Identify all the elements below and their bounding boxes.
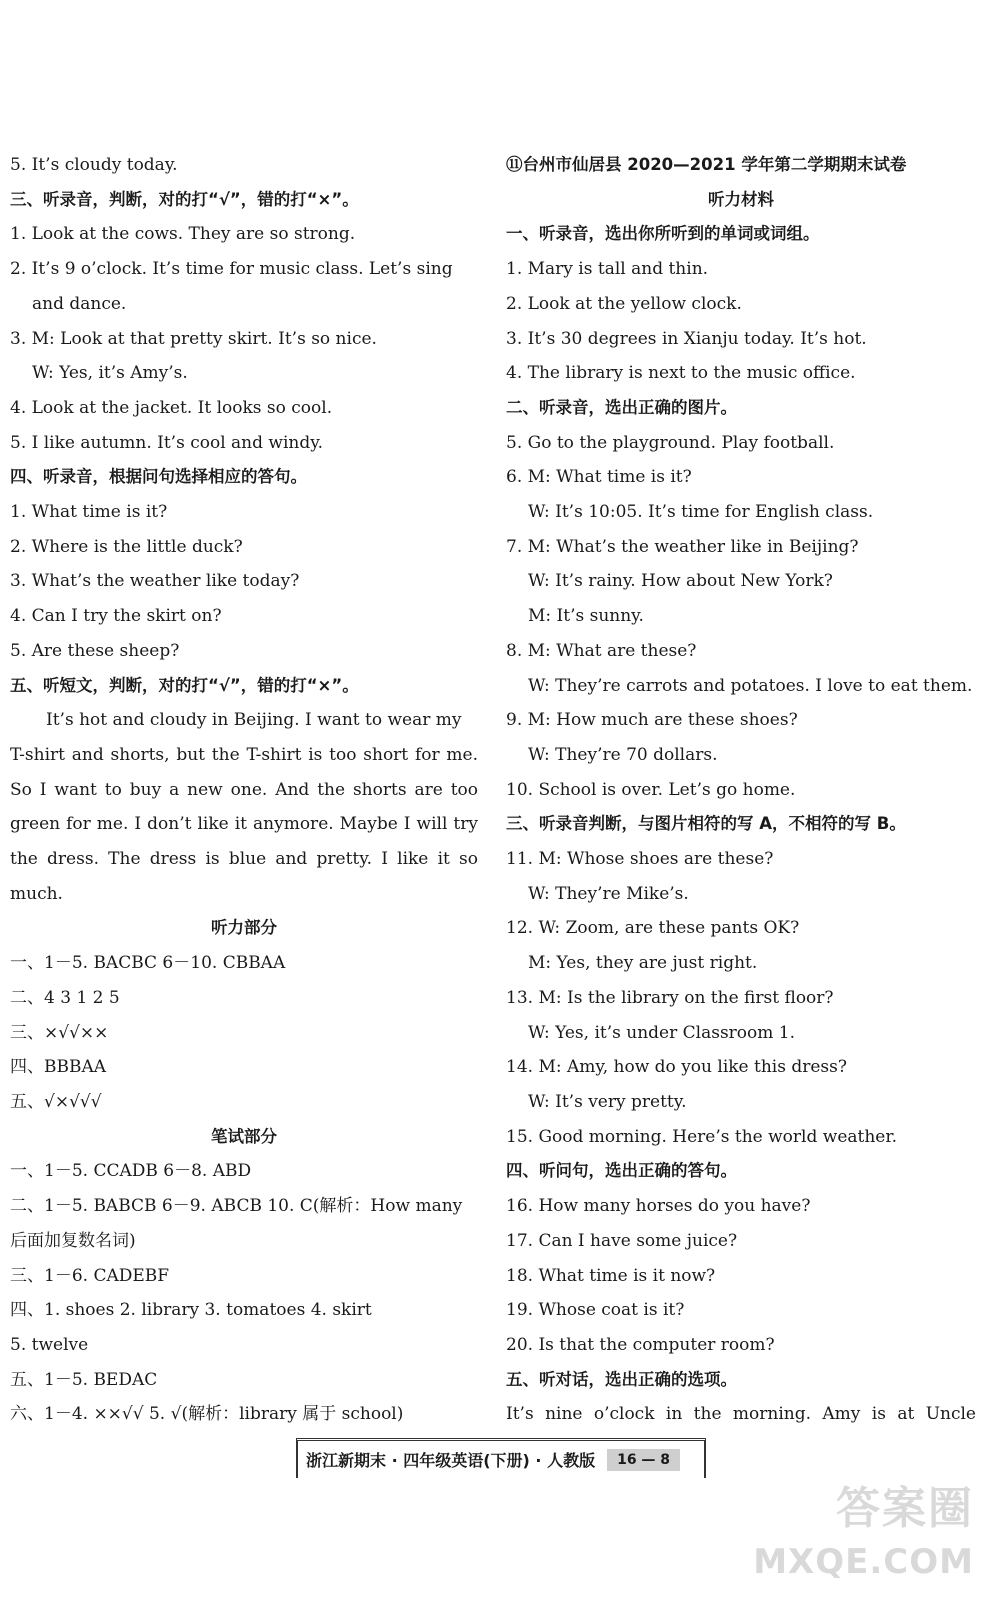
text-line: 12. W: Zoom, are these pants OK?: [506, 918, 800, 939]
text-line: W: Yes, it’s Amy’s.: [32, 363, 188, 384]
text-line: 3. M: Look at that pretty skirt. It’s so nice.: [10, 328, 377, 349]
text-line: 5. twelve: [10, 1334, 89, 1355]
text-line: 8. M: What are these?: [506, 640, 697, 661]
section-heading: ⑪台州市仙居县 2020—2021 学年第二学期期末试卷: [506, 155, 907, 174]
text-line: 5. Go to the playground. Play football.: [506, 432, 835, 453]
section-heading: 四、听录音，根据问句选择相应的答句。: [10, 467, 307, 487]
text-line: 5. Are these sheep?: [10, 640, 180, 661]
text-line: much.: [10, 883, 63, 904]
text-line: 3. It’s 30 degrees in Xianju today. It’s hot.: [506, 328, 867, 349]
text-line: 六、1－4. ××√√ 5. √(解析：library 属于 school): [10, 1404, 404, 1425]
text-line: 1. Mary is tall and thin.: [506, 259, 709, 280]
text-line: 11. M: Whose shoes are these?: [506, 849, 774, 870]
watermark-en: MXQE.COM: [753, 1542, 974, 1582]
watermark: [753, 1472, 974, 1582]
text-line: 四、BBBAA: [10, 1057, 107, 1078]
text-line: 5. I like autumn. It’s cool and windy.: [10, 432, 323, 453]
text-line: 16. How many horses do you have?: [506, 1196, 811, 1217]
text-line: M: Yes, they are just right.: [528, 953, 758, 974]
text-line: 2. Where is the little duck?: [10, 536, 243, 557]
footer-title: 浙江新期末 · 四年级英语(下册) · 人教版: [306, 1451, 596, 1470]
text-line: W: They’re 70 dollars.: [528, 744, 718, 765]
text-line: 一、1－5. CCADB 6－8. ABD: [10, 1161, 252, 1182]
text-line: W: It’s rainy. How about New York?: [528, 571, 833, 592]
text-line: 1. What time is it?: [10, 502, 168, 523]
right-column: [506, 148, 976, 1432]
text-line: W: It’s 10:05. It’s time for English class.: [528, 502, 874, 523]
text-line: W: It’s very pretty.: [528, 1091, 687, 1112]
text-line: 4. Look at the jacket. It looks so cool.: [10, 397, 333, 418]
section-heading: 五、听短文，判断，对的打“√”，错的打“×”。: [10, 675, 359, 695]
section-heading: 四、听问句，选出正确的答句。: [506, 1161, 737, 1181]
section-heading: 三、听录音，判断，对的打“√”，错的打“×”。: [10, 189, 359, 209]
text-line: It’s nine o’clock in the morning. Amy is at Uncle: [506, 1404, 976, 1425]
section-heading: 笔试部分: [211, 1126, 277, 1146]
section-heading: 三、听录音判断，与图片相符的写 A，不相符的写 B。: [506, 814, 906, 834]
text-line: 13. M: Is the library on the first floor?: [506, 987, 834, 1008]
text-line: 一、1－5. BACBC 6－10. CBBAA: [10, 953, 286, 974]
page-footer: [296, 1438, 706, 1478]
text-line: green for me. I don’t like it anymore. Maybe I will try: [10, 814, 478, 835]
text-line: 10. School is over. Let’s go home.: [506, 779, 796, 800]
text-line: 18. What time is it now?: [506, 1265, 716, 1286]
text-line: T-shirt and shorts, but the T-shirt is too short for me.: [10, 744, 478, 765]
text-line: M: It’s sunny.: [528, 606, 644, 627]
text-line: W: Yes, it’s under Classroom 1.: [528, 1022, 796, 1043]
text-line: W: They’re Mike’s.: [528, 883, 689, 904]
text-line: 14. M: Amy, how do you like this dress?: [506, 1057, 847, 1078]
text-line: So I want to buy a new one. And the shorts are too: [10, 779, 478, 800]
section-heading: 五、听对话，选出正确的选项。: [506, 1369, 737, 1389]
text-line: 4. The library is next to the music office.: [506, 363, 856, 384]
text-line: 2. Look at the yellow clock.: [506, 293, 742, 314]
text-line: 2. It’s 9 o’clock. It’s time for music class. Let’s sing: [10, 259, 453, 280]
section-heading: 听力部分: [211, 918, 277, 938]
page-number: 16 — 8: [607, 1449, 680, 1471]
text-line: W: They’re carrots and potatoes. I love to eat them.: [528, 675, 973, 696]
text-line: 五、1－5. BEDAC: [10, 1369, 158, 1390]
text-line: 9. M: How much are these shoes?: [506, 710, 798, 731]
text-line: It’s hot and cloudy in Beijing. I want to wear my: [46, 710, 462, 731]
section-heading: 一、听录音，选出你所听到的单词或词组。: [506, 224, 820, 244]
text-line: 四、1. shoes 2. library 3. tomatoes 4. skirt: [10, 1300, 372, 1321]
text-line: 3. What’s the weather like today?: [10, 571, 300, 592]
text-line: the dress. The dress is blue and pretty. I like it so: [10, 849, 478, 870]
text-line: 三、1－6. CADEBF: [10, 1265, 170, 1286]
text-line: 20. Is that the computer room?: [506, 1334, 775, 1355]
text-line: 17. Can I have some juice?: [506, 1230, 738, 1251]
text-line: and dance.: [32, 293, 127, 314]
text-line: 19. Whose coat is it?: [506, 1300, 685, 1321]
text-line: 5. It’s cloudy today.: [10, 155, 178, 175]
text-line: 五、√×√√√: [10, 1091, 102, 1112]
left-column: [10, 148, 478, 1432]
text-line: 二、4 3 1 2 5: [10, 987, 120, 1008]
text-line: 15. Good morning. Here’s the world weather.: [506, 1126, 898, 1147]
section-heading: 二、听录音，选出正确的图片。: [506, 397, 737, 417]
text-line: 1. Look at the cows. They are so strong.: [10, 224, 356, 245]
text-line: 后面加复数名词): [10, 1230, 136, 1251]
text-line: 三、×√√××: [10, 1022, 109, 1043]
text-line: 二、1－5. BABCB 6－9. ABCB 10. C(解析：How many: [10, 1196, 463, 1217]
text-line: 4. Can I try the skirt on?: [10, 606, 222, 627]
text-line: 7. M: What’s the weather like in Beijing?: [506, 536, 859, 557]
section-heading: 听力材料: [708, 189, 774, 209]
watermark-cn: 答案圈: [836, 1483, 974, 1534]
text-line: 6. M: What time is it?: [506, 467, 692, 488]
